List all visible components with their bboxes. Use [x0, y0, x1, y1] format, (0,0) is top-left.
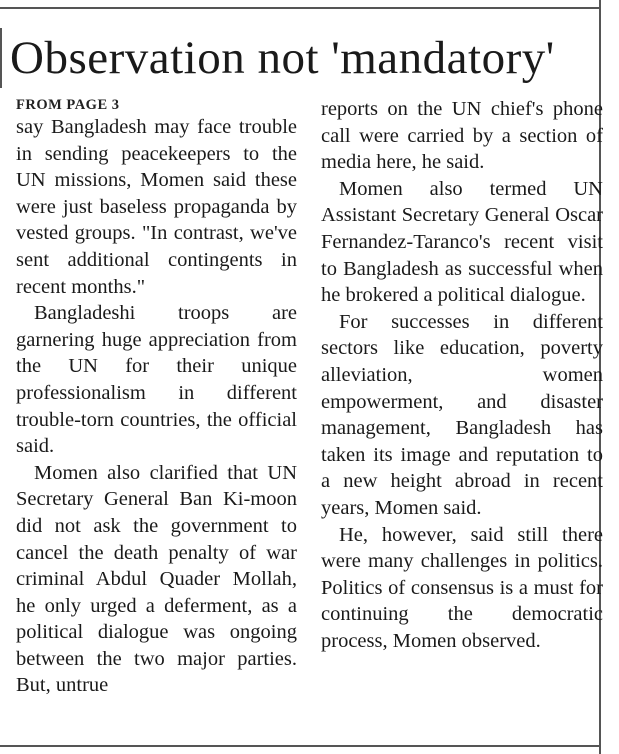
- paragraph: say Bangladesh may face trouble in sending peacekeepers to the UN missions, Momen said these were just baseless propaganda by vested groups. "In contrast, we've sent additional contingents in recent months.": [16, 116, 297, 298]
- article-column-left: [16, 96, 297, 699]
- bottom-rule: [0, 745, 600, 747]
- headline-left-rule: [0, 28, 2, 88]
- paragraph: Bangladeshi troops are garnering huge appreciation from the UN for their unique professionalism in different trouble-torn countries, the official said.: [16, 302, 297, 458]
- paragraph: reports on the UN chief's phone call were carried by a section of media here, he said.: [321, 98, 603, 174]
- dateline: FROM PAGE 3: [16, 97, 120, 113]
- paragraph: Momen also clarified that UN Secretary General Ban Ki-moon did not ask the government to cancel the death penalty of war criminal Abdul Quader Mollah, he only urged a deferment, as a political dialogue was ongoing between the two major parties. But, untrue: [16, 461, 297, 697]
- top-rule: [0, 7, 600, 9]
- paragraph: Momen also termed UN Assistant Secretary General Oscar Fernandez-Taranco's recent visit to Bangladesh as successful when he brokered a political dialogue.: [321, 177, 603, 307]
- paragraph: For successes in different sectors like education, poverty alleviation, women empowerment, and disaster management, Bangladesh has taken its image and reputation to a new height abroad in recent years, Momen said.: [321, 310, 603, 519]
- article-column-right: [321, 96, 603, 654]
- paragraph: He, however, said still there were many challenges in politics. Politics of consensus is a must for continuing the democratic process, Momen observed.: [321, 523, 603, 652]
- article-headline: Observation not 'mandatory': [10, 32, 555, 84]
